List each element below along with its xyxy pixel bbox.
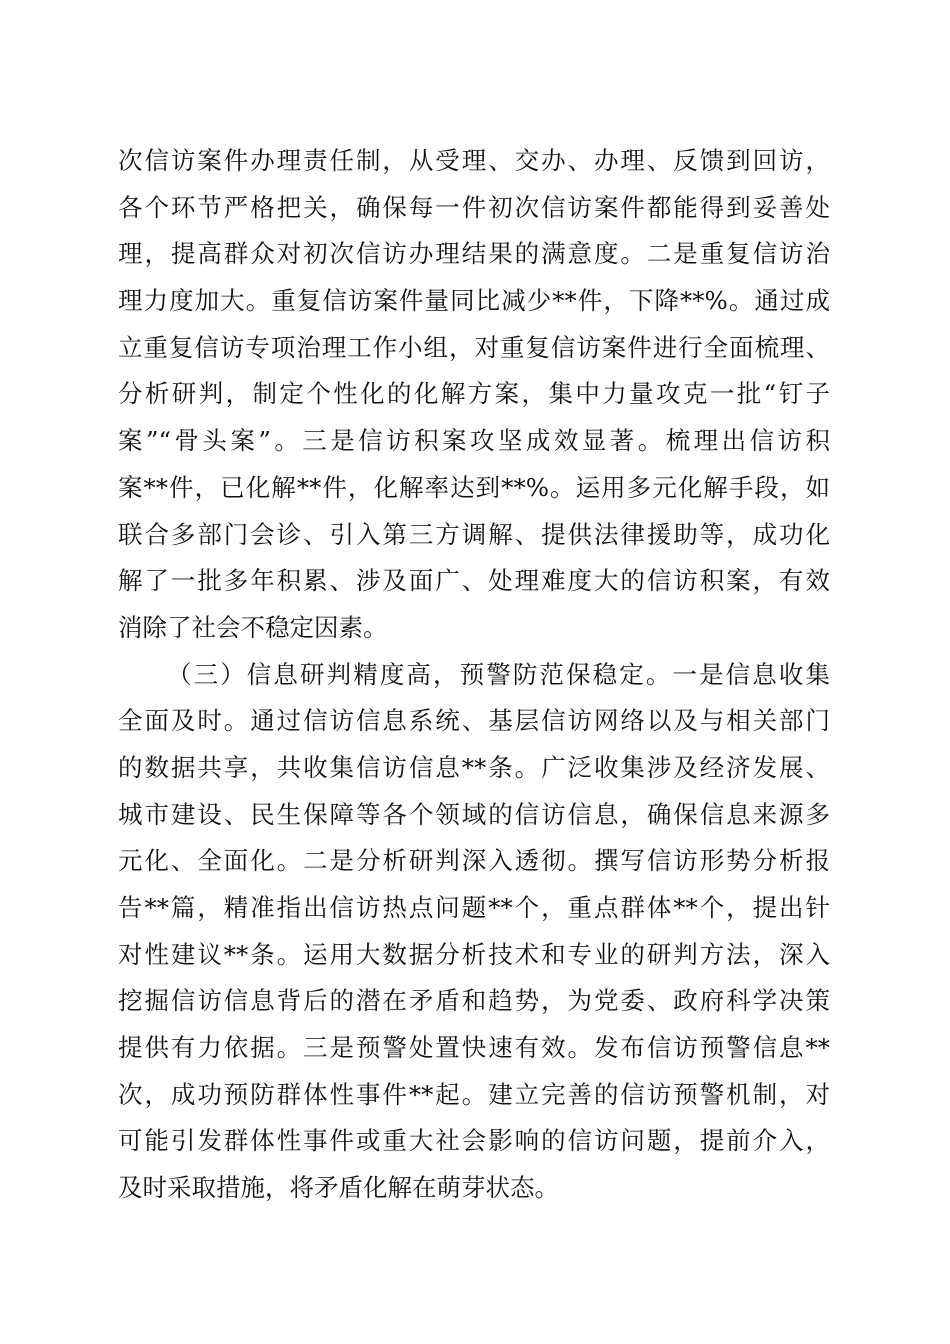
text-line: 挖掘信访信息背后的潜在矛盾和趋势，为党委、政府科学决策 [118,986,830,1016]
text-line: 提供有力依据。三是预警处置快速有效。发布信访预警信息** [118,1033,830,1063]
text-line: 理，提高群众对初次信访办理结果的满意度。二是重复信访治 [118,239,830,269]
paragraph-2 [118,652,830,1212]
section-heading-line: （三）信息研判精度高，预警防范保稳定。一是信息收集 [167,659,830,689]
text-line: 解了一批多年积累、涉及面广、处理难度大的信访积案，有效 [118,566,830,596]
text-line: 理力度加大。重复信访案件量同比减少**件，下降**%。通过成 [118,286,830,316]
text-line: 案**件，已化解**件，化解率达到**%。运用多元化解手段，如 [118,472,830,502]
text-line: 全面及时。通过信访信息系统、基层信访网络以及与相关部门 [118,706,830,736]
text-line: 告**篇，精准指出信访热点问题**个，重点群体**个，提出针 [118,893,830,922]
text-line: 次，成功预防群体性事件**起。建立完善的信访预警机制，对 [118,1079,830,1109]
paragraph-1 [118,138,830,652]
document-body [118,138,830,1212]
text-line: 的数据共享，共收集信访信息**条。广泛收集涉及经济发展、 [118,752,830,782]
text-line: 立重复信访专项治理工作小组，对重复信访案件进行全面梳理、 [118,332,830,362]
text-line: 城市建设、民生保障等各个领域的信访信息，确保信息来源多 [118,799,830,829]
text-line: 案”“骨头案”。三是信访积案攻坚成效显著。梳理出信访积 [118,426,830,456]
text-line: 分析研判，制定个性化的化解方案，集中力量攻克一批“钉子 [118,379,830,409]
text-line: 联合多部门会诊、引入第三方调解、提供法律援助等，成功化 [118,519,830,549]
text-line: 元化、全面化。二是分析研判深入透彻。撰写信访形势分析报 [118,846,830,876]
text-line: 对性建议**条。运用大数据分析技术和专业的研判方法，深入 [118,939,830,969]
text-line: 及时采取措施，将矛盾化解在萌芽状态。 [118,1173,559,1203]
text-line: 消除了社会不稳定因素。 [118,612,388,642]
text-line: 可能引发群体性事件或重大社会影响的信访问题，提前介入， [118,1126,830,1156]
text-line: 次信访案件办理责任制，从受理、交办、办理、反馈到回访， [118,146,830,175]
text-line: 各个环节严格把关，确保每一件初次信访案件都能得到妥善处 [118,192,830,222]
